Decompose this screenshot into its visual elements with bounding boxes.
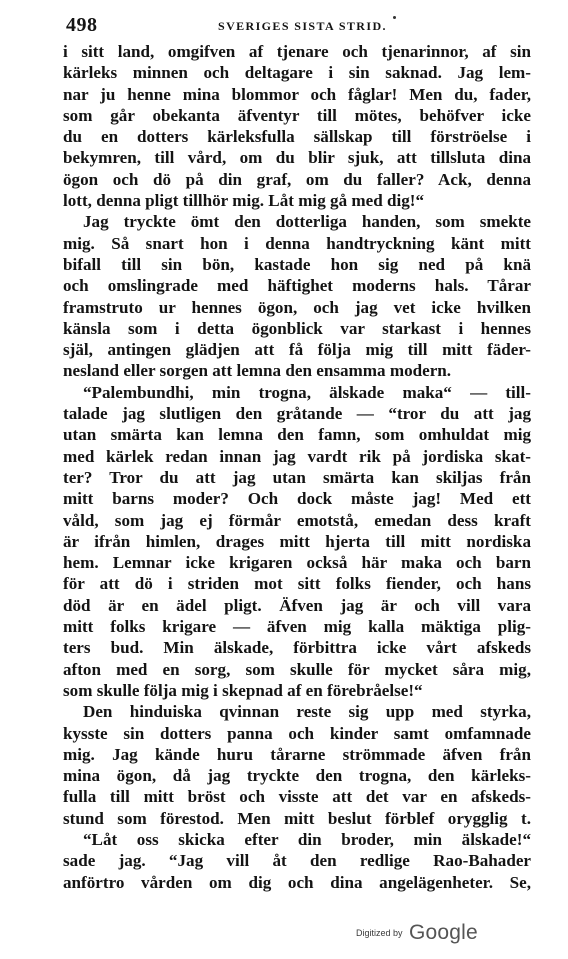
text-line: “Palembundhi, min trogna, älskade maka“ — till- — [83, 382, 531, 402]
page-header — [66, 14, 536, 40]
text-line: framstruto ur hennes ögon, och jag vet icke hvilken — [63, 297, 531, 317]
text-line: ter? Tror du att jag utan smärta kan skiljas från — [63, 467, 531, 487]
text-line: som skulle följa mig i skepnad af en förebråelse!“ — [63, 680, 423, 700]
text-line: är ifrån himlen, drages mitt hjerta till mitt nordiska — [63, 531, 531, 551]
running-head: SVERIGES SISTA STRID. — [218, 19, 387, 33]
text-line: sade jag. “Jag vill åt den redlige Rao-Bahader — [63, 851, 531, 871]
text-line: nar ju henne mina blommor och fåglar! Men du, fader, — [63, 84, 531, 104]
text-line: utan smärta kan lemna den famn, som omhuldat mig — [63, 425, 531, 445]
text-line: känsla som i detta ögonblick var starkast i hennes — [63, 318, 531, 338]
text-line: Den hinduiska qvinnan reste sig upp med styrka, — [83, 702, 531, 722]
text-line: Jag tryckte ömt den dotterliga handen, som smekte — [83, 212, 531, 232]
text-line: mitt barns moder? Och dock måste jag! Med ett — [63, 489, 531, 509]
print-speck — [393, 16, 396, 19]
text-line: mina ögon, då jag tryckte den trogna, den kärleks- — [63, 766, 531, 786]
text-line: mig. Jag kände huru tårarne strömmade äfven från — [63, 744, 531, 764]
text-line: ögon och dö på din graf, om du faller? Ack, denna — [63, 169, 531, 189]
text-line: anförtro vården om dig och dina angelägenheter. Se, — [63, 872, 531, 892]
body-text — [63, 41, 531, 893]
text-line: “Låt oss skicka efter din broder, min älskade!“ — [83, 829, 531, 849]
google-wordmark: Google — [408, 921, 478, 944]
text-line: och omslingrade med häftighet moderns hals. Tårar — [63, 276, 531, 296]
text-line: ters bud. Min älskade, förbittra icke vårt afskeds — [63, 638, 531, 658]
text-line: i sitt land, omgifven af tjenare och tjenarinnor, af sin — [63, 42, 531, 61]
text-line: mitt folks krigare — äfven mig kalla mäktiga plig- — [63, 617, 531, 637]
digitized-by-label: Digitized by — [356, 928, 403, 938]
text-line: bekymren, till vård, om du blir sjuk, att tillsluta dina — [63, 148, 531, 168]
text-line: död är en ädel pligt. Äfven jag är och vill vara — [63, 595, 531, 615]
text-line: med kärlek redan innan jag vardt rik på jordiska skat- — [63, 446, 531, 466]
text-line: mig. Så snart hon i denna handtryckning känt mitt — [63, 233, 531, 253]
digitization-footer — [356, 921, 496, 951]
text-line: afton med en sorg, som skulle för mycket såra mig, — [63, 659, 531, 679]
text-line: fulla till mitt bröst och visste att det var en afskeds- — [63, 787, 531, 807]
text-line: som går obekanta äfventyr till mötes, behöfver icke — [63, 105, 531, 125]
text-line: du en dotters kärleksfulla sällskap till förströelse i — [63, 127, 531, 147]
text-line: för att dö i striden mot sitt folks fiender, och hans — [63, 574, 531, 594]
text-line: kysste sin dotters panna och kinder samt omfamnade — [63, 723, 531, 743]
page-number: 498 — [66, 14, 98, 36]
text-line: våld, som jag ej förmår emotstå, emedan dess kraft — [63, 510, 531, 530]
text-line: hem. Lemnar icke krigaren också här maka och barn — [63, 553, 531, 573]
text-line: stund som förestod. Men mitt beslut förblef orygglig t. — [63, 808, 531, 828]
text-line: talade jag slutligen den gråtande — “tror du att jag — [63, 404, 531, 424]
text-line: bifall till sin bön, kastade hon sig ned på knä — [63, 254, 531, 274]
text-line: lott, denna pligt tillhör mig. Låt mig gå med dig!“ — [63, 191, 425, 211]
text-line: nesland eller sorgen att lemna den ensamma modern. — [63, 361, 452, 381]
text-line: kärleks minnen och deltagare i sin saknad. Jag lem- — [63, 63, 531, 83]
text-line: själ, antingen glädjen att få följa mig till mitt fäder- — [63, 340, 531, 360]
